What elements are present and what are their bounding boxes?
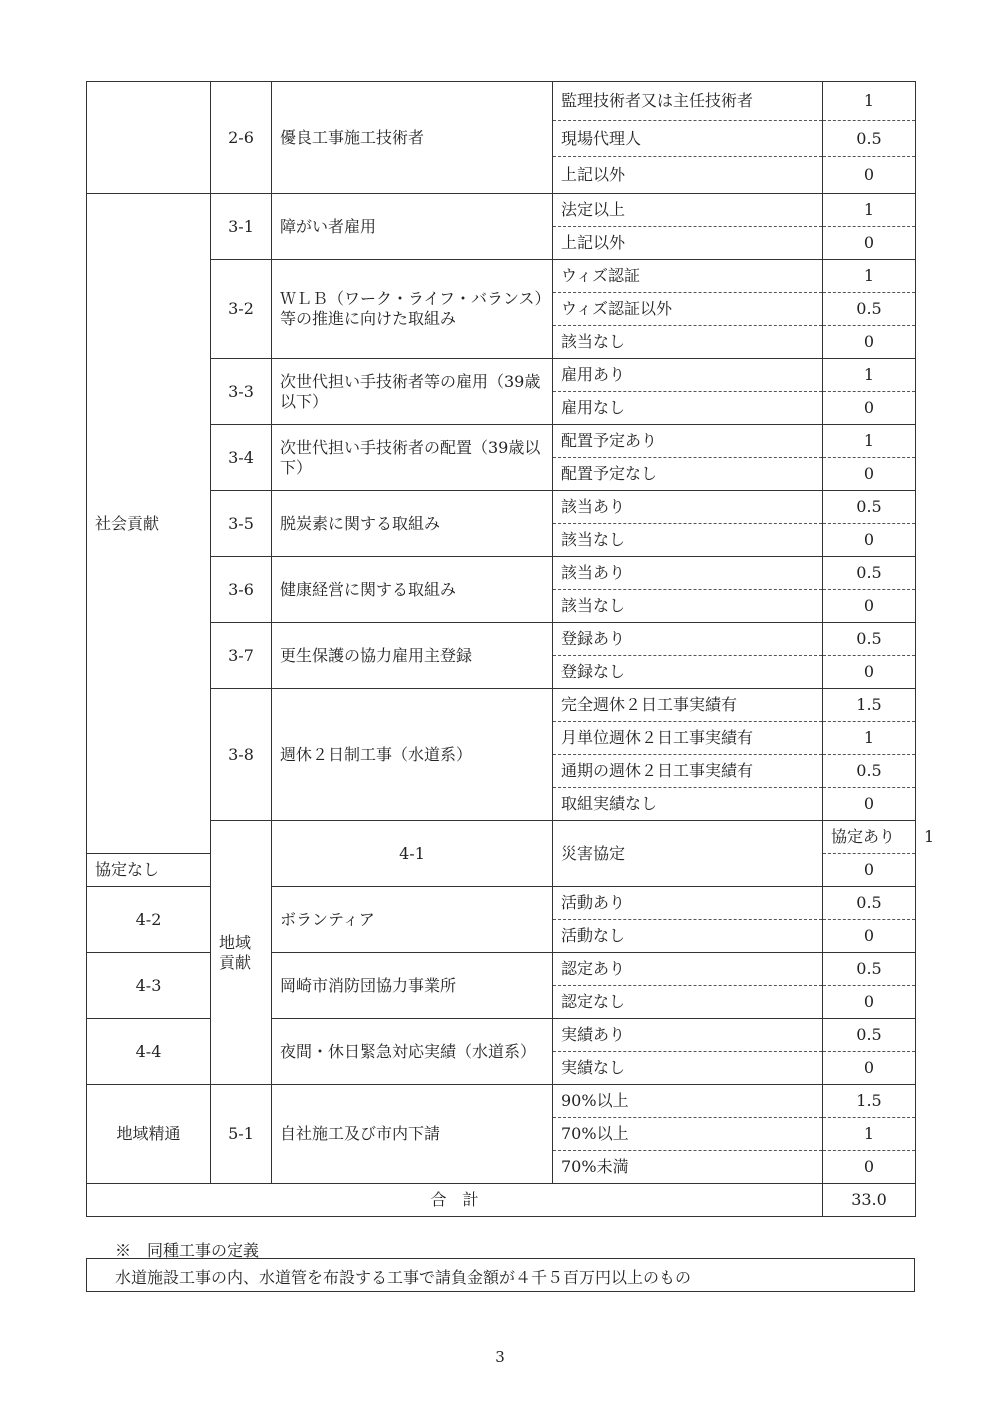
item-name: 災害協定 (553, 821, 823, 887)
score: 0 (823, 392, 916, 425)
score: 0 (823, 788, 916, 821)
score: 0.5 (823, 121, 916, 157)
condition: 法定以上 (553, 194, 823, 227)
score: 1 (823, 82, 916, 121)
condition: 該当なし (553, 326, 823, 359)
condition: 認定あり (553, 953, 823, 986)
item-code: 3-1 (211, 194, 272, 260)
table-row (87, 623, 916, 656)
item-name: 優良工事施工技術者 (272, 82, 553, 194)
score: 0 (823, 458, 916, 491)
item-name: ＷＬＢ（ワーク・ライフ・バランス）等の推進に向けた取組み (272, 260, 553, 359)
table-row (87, 359, 916, 392)
score: 0 (823, 590, 916, 623)
condition: 活動あり (553, 887, 823, 920)
score: 1 (823, 260, 916, 293)
condition: 活動なし (553, 920, 823, 953)
score: 0.5 (823, 557, 916, 590)
definition-box: 水道施設工事の内、水道管を布設する工事で請負金額が４千５百万円以上のもの (86, 1258, 915, 1292)
item-name: 障がい者雇用 (272, 194, 553, 260)
score: 0.5 (823, 887, 916, 920)
total-value: 33.0 (823, 1184, 916, 1217)
score: 0.5 (823, 1019, 916, 1052)
condition: 雇用なし (553, 392, 823, 425)
page-number: 3 (495, 1348, 505, 1366)
category-local: 地域精通 (87, 1085, 211, 1184)
item-code: 3-6 (211, 557, 272, 623)
item-name: ボランティア (272, 887, 553, 953)
condition: 70%未満 (553, 1151, 823, 1184)
item-code: 4-3 (87, 953, 211, 1019)
item-code: 3-4 (211, 425, 272, 491)
table-row (87, 491, 916, 524)
definition-note: ※ 同種工事の定義 (115, 1241, 260, 1260)
condition: 認定なし (553, 986, 823, 1019)
item-name: 週休２日制工事（水道系） (272, 689, 553, 821)
table-row (87, 557, 916, 590)
condition: 実績なし (553, 1052, 823, 1085)
item-name: 健康経営に関する取組み (272, 557, 553, 623)
score: 0 (823, 1052, 916, 1085)
item-code: 3-3 (211, 359, 272, 425)
score: 0 (823, 1151, 916, 1184)
condition: 現場代理人 (553, 121, 823, 157)
item-code: 4-2 (87, 887, 211, 953)
score: 0 (823, 656, 916, 689)
score: 1 (823, 425, 916, 458)
table-row (87, 82, 916, 121)
total-row (87, 1184, 916, 1217)
score: 0.5 (823, 953, 916, 986)
item-name: 岡崎市消防団協力事業所 (272, 953, 553, 1019)
item-name: 自社施工及び市内下請 (272, 1085, 553, 1184)
condition: 該当なし (553, 524, 823, 557)
condition: ウィズ認証 (553, 260, 823, 293)
score: 0.5 (823, 623, 916, 656)
score: 1 (823, 722, 916, 755)
total-label: 合 計 (87, 1184, 823, 1217)
condition: 配置予定あり (553, 425, 823, 458)
category-cell-empty (87, 82, 211, 194)
condition: 実績あり (553, 1019, 823, 1052)
score: 1.5 (823, 1085, 916, 1118)
table-row: 地域貢献 4-1 災害協定 協定あり 1 (87, 821, 916, 854)
condition: 登録あり (553, 623, 823, 656)
item-code: 5-1 (211, 1085, 272, 1184)
condition: 70%以上 (553, 1118, 823, 1151)
table-row (87, 425, 916, 458)
score: 1 (823, 1118, 916, 1151)
score: 0.5 (823, 491, 916, 524)
item-name: 脱炭素に関する取組み (272, 491, 553, 557)
item-code: 3-5 (211, 491, 272, 557)
condition: 雇用あり (553, 359, 823, 392)
score: 1.5 (823, 689, 916, 722)
condition: 上記以外 (553, 227, 823, 260)
score: 0 (823, 326, 916, 359)
condition: 協定なし (87, 854, 211, 887)
score: 0 (823, 854, 916, 887)
category-social: 社会貢献 (87, 194, 211, 854)
table-row (87, 194, 916, 227)
score: 0 (823, 227, 916, 260)
score: 0 (823, 157, 916, 194)
score: 0 (823, 986, 916, 1019)
item-code: 3-2 (211, 260, 272, 359)
table-row (87, 1085, 916, 1118)
condition: 月単位週休２日工事実績有 (553, 722, 823, 755)
item-code: 3-8 (211, 689, 272, 821)
score: 0.5 (823, 293, 916, 326)
condition: 取組実績なし (553, 788, 823, 821)
condition: 完全週休２日工事実績有 (553, 689, 823, 722)
condition: ウィズ認証以外 (553, 293, 823, 326)
condition: 監理技術者又は主任技術者 (553, 82, 823, 121)
condition: 該当あり (553, 557, 823, 590)
condition: 90%以上 (553, 1085, 823, 1118)
item-code: 4-1 (272, 821, 553, 887)
score: 0 (823, 920, 916, 953)
item-name: 更生保護の協力雇用主登録 (272, 623, 553, 689)
condition: 配置予定なし (553, 458, 823, 491)
category-regional: 地域貢献 (211, 821, 272, 1085)
table-row (87, 689, 916, 722)
item-code: 4-4 (87, 1019, 211, 1085)
condition: 上記以外 (553, 157, 823, 194)
condition: 該当なし (553, 590, 823, 623)
condition: 登録なし (553, 656, 823, 689)
score: 1 (823, 359, 916, 392)
table-row (87, 260, 916, 293)
score: 0 (823, 524, 916, 557)
condition: 該当あり (553, 491, 823, 524)
item-code: 2-6 (211, 82, 272, 194)
condition: 通期の週休２日工事実績有 (553, 755, 823, 788)
evaluation-table (86, 81, 935, 1217)
item-name: 次世代担い手技術者等の雇用（39歳以下） (272, 359, 553, 425)
score: 1 (823, 194, 916, 227)
item-code: 3-7 (211, 623, 272, 689)
item-name: 夜間・休日緊急対応実績（水道系） (272, 1019, 553, 1085)
score: 0.5 (823, 755, 916, 788)
condition: 協定あり (823, 821, 916, 854)
item-name: 次世代担い手技術者の配置（39歳以下） (272, 425, 553, 491)
